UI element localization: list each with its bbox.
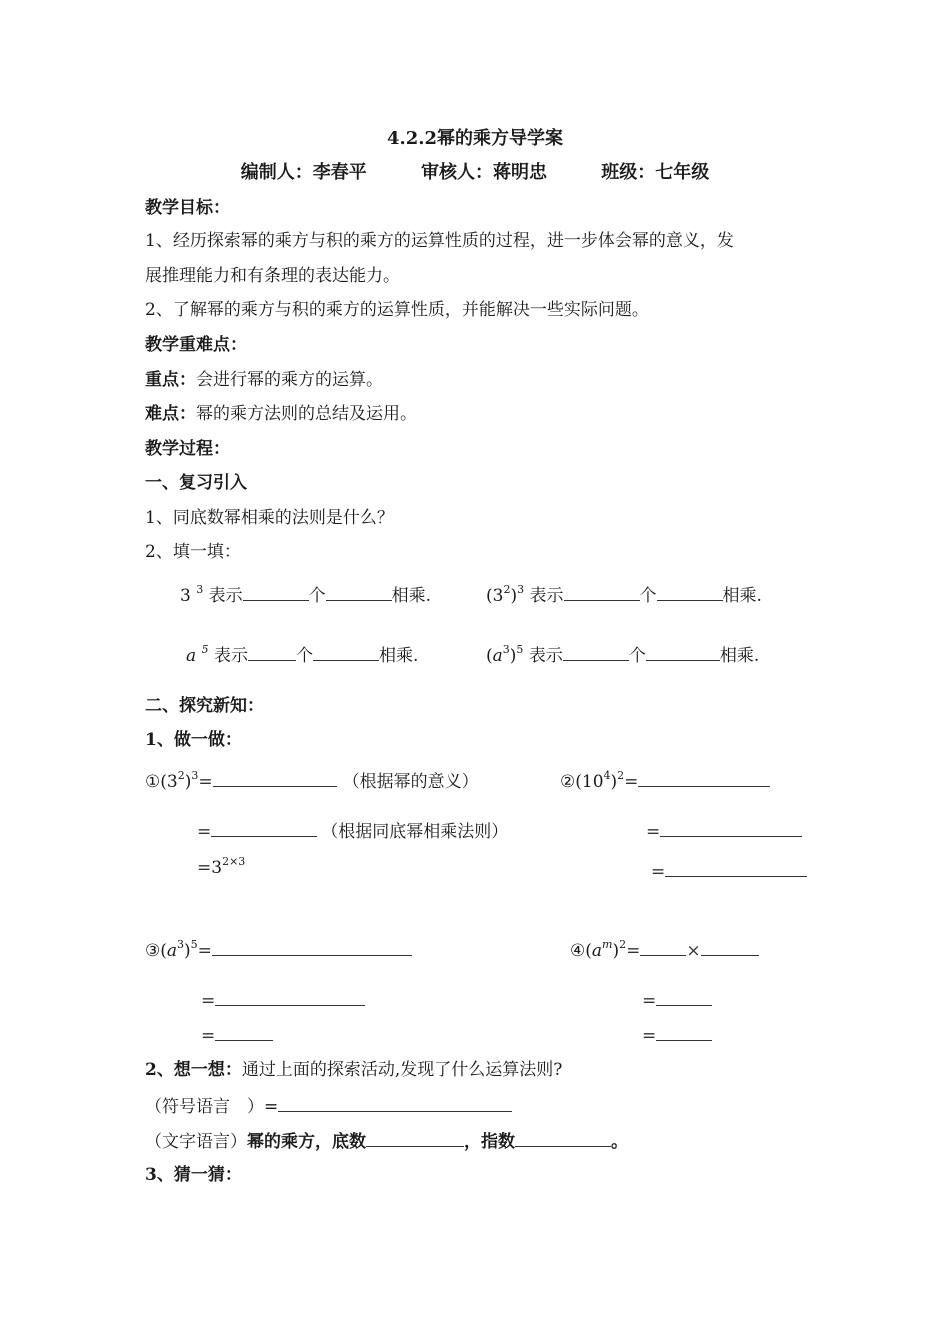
exercise-3: $③(a^3)^5=$ xyxy=(145,937,412,963)
blank xyxy=(646,642,720,661)
blank xyxy=(657,582,723,601)
grade-label: 班级：七年级 xyxy=(601,162,710,183)
expr-a-fifth: a $^5$ xyxy=(186,643,209,666)
key-point xyxy=(145,368,383,392)
blank xyxy=(701,937,759,956)
objectives-heading: 教学目标： xyxy=(145,198,230,218)
question-1: 1、同底数幂相乘的法则是什么？ xyxy=(145,508,394,528)
exercise-2: $②(10^4)^2=$ xyxy=(560,768,770,794)
exercise-3-step-2: = xyxy=(201,987,365,1013)
do-heading: 1、做一做： xyxy=(145,730,242,750)
section-2-heading: 二、探究新知： xyxy=(145,696,264,716)
exercise-3-step-3: = xyxy=(201,1022,273,1048)
expr-3sq-cubed: $(3^2)^3$ xyxy=(486,583,525,606)
think-line xyxy=(145,1058,562,1082)
key-point-text: 会进行幂的乘方的运算。 xyxy=(196,370,383,390)
blank xyxy=(215,1022,273,1041)
objective-1-line-2: 展推理能力和有条理的表达能力。 xyxy=(145,266,400,286)
fill-a3-fifth: $(a^3)^5$ 表示 个 相乘. xyxy=(486,643,760,666)
document-title: 4.2.2幂的乘方导学案 xyxy=(386,128,564,149)
think-label: 2、想一想： xyxy=(145,1060,242,1080)
hard-point xyxy=(145,402,417,426)
objective-1-line-1: 1、经历探索幂的乘方与积的乘方的运算性质的过程，进一步体会幂的意义，发 xyxy=(145,231,734,251)
hard-point-label: 难点： xyxy=(145,404,196,424)
fill-3-cubed: 3 $^3$ 表示 个 相乘. xyxy=(180,583,432,606)
keypoints-heading: 教学重难点： xyxy=(145,335,247,355)
blank xyxy=(213,768,337,787)
exercise-2-step-3: = xyxy=(651,858,807,884)
blank xyxy=(215,987,365,1006)
blank xyxy=(563,642,629,661)
blank xyxy=(515,1128,611,1147)
blank xyxy=(326,582,392,601)
expr-3-cubed: 3 $^3$ xyxy=(180,583,204,606)
section-1-heading: 一、复习引入 xyxy=(145,473,247,493)
blank xyxy=(366,1128,464,1147)
fill-a-fifth: a $^5$ 表示 个 相乘. xyxy=(186,643,419,666)
exercise-2-step-2: = xyxy=(646,818,802,844)
key-point-label: 重点： xyxy=(145,370,196,390)
reviewer-label: 审核人：蒋明忠 xyxy=(421,162,547,183)
process-heading: 教学过程： xyxy=(145,439,230,459)
exercise-1-step-3: $=3^{2\times 3}$ xyxy=(197,855,246,878)
exercise-1: $①(3^2)^3=$ （根据幂的意义） xyxy=(145,769,479,792)
blank xyxy=(313,642,379,661)
editor-label: 编制人：李春平 xyxy=(240,162,367,183)
symbol-language-line: （符号语言 ）= xyxy=(145,1093,512,1119)
expr-a3-fifth: $(a^3)^5$ xyxy=(486,643,524,666)
objective-2: 2、了解幂的乘方与积的乘方的运算性质，并能解决一些实际问题。 xyxy=(145,300,649,320)
guess-heading: 3、猜一猜： xyxy=(145,1165,242,1185)
question-2: 2、填一填： xyxy=(145,542,241,562)
blank xyxy=(656,1022,712,1041)
expr-3-pow-2x3: $3^{2\times 3}$ xyxy=(211,855,246,878)
blank xyxy=(665,858,807,877)
blank xyxy=(564,582,640,601)
word-language-line: （文字语言）幂的乘方，底数 ，指数 。 xyxy=(145,1128,628,1154)
exercise-4-step-2: = xyxy=(642,987,712,1013)
author-line xyxy=(0,160,950,186)
blank xyxy=(243,582,309,601)
blank xyxy=(278,1093,512,1112)
blank xyxy=(660,818,802,837)
exercise-4: $④(a^m)^2=$ × xyxy=(570,937,759,963)
fill-3sq-cubed: $(3^2)^3$ 表示 个 相乘. xyxy=(486,583,762,606)
blank xyxy=(211,818,317,837)
blank xyxy=(212,937,412,956)
exercise-4-step-3: = xyxy=(642,1022,712,1048)
blank xyxy=(640,937,686,956)
hard-point-text: 幂的乘方法则的总结及运用。 xyxy=(196,404,417,424)
blank xyxy=(248,642,296,661)
think-text: 通过上面的探索活动,发现了什么运算法则? xyxy=(241,1060,563,1080)
blank xyxy=(656,987,712,1006)
exercise-1-step-2: = （根据同底幂相乘法则） xyxy=(197,818,508,844)
blank xyxy=(638,768,770,787)
